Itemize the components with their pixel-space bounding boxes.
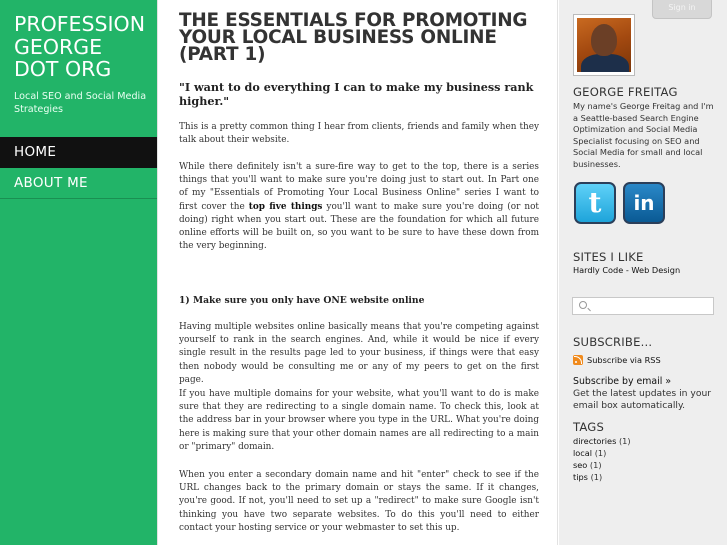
tag-count: (1) [618, 436, 631, 446]
linkedin-icon[interactable] [623, 182, 665, 224]
tag-item [573, 448, 606, 458]
post-text: While there definitely isn't a sure-fire way to get to the top, there is a series things that you'll want to make sure you're doing just to start out. In Part one of my "Essentials of Promoting Your Local Business Online" series I want to first cover the [179, 162, 539, 212]
tag-count: (1) [590, 472, 603, 482]
tags-heading: TAGS [573, 420, 605, 434]
site-tagline: Local SEO and Social Media Strategies [14, 91, 147, 115]
post-text: you'll want to make sure you're doing (or not doing) right when you start out. These are the foundation for which all future online efforts will be built on, so you want to be sure to have these down from the very beginning. [179, 201, 539, 252]
tag-link[interactable]: directories [573, 436, 617, 446]
post-title[interactable]: THE ESSENTIALS FOR PROMOTING YOUR LOCAL BUSINESS ONLINE (PART 1) [179, 10, 528, 65]
avatar-face [591, 24, 617, 56]
twitter-icon[interactable] [574, 182, 616, 224]
post-paragraph: This is a pretty common thing I hear from clients, friends and family when they talk about their website. [179, 122, 539, 146]
avatar-shirt [581, 54, 629, 72]
email-subscribe-description: Get the latest updates in your email box automatically. [573, 388, 712, 411]
tag-count: (1) [589, 460, 602, 470]
site-title[interactable]: PROFESSION GEORGE DOT ORG [14, 12, 146, 81]
post-text-bold: top five things [248, 201, 323, 212]
main-content [157, 0, 558, 545]
post-section-heading: 1) Make sure you only have ONE website online [179, 295, 425, 306]
tag-item [573, 436, 631, 446]
tag-link[interactable]: tips [573, 472, 588, 482]
signin-button[interactable]: Sign in [652, 0, 712, 19]
linkedin-glyph: in [633, 191, 655, 215]
tag-count: (1) [594, 448, 607, 458]
nav-home[interactable]: HOME [0, 137, 157, 168]
search-input[interactable] [572, 297, 714, 315]
author-name: GEORGE FREITAG [573, 85, 678, 99]
post-paragraph: When you enter a secondary domain name and hit "enter" check to see if the URL changes back to the primary domain or stays the same. If it changes, you're good. If not, you'll need to set up a "redirect" to make sure Google isn't thinking you have two separate websites. To do this you'll need to either contact your hosting service or your webmaster to set this up. [179, 470, 539, 533]
search-icon [579, 301, 587, 309]
email-subscribe-link[interactable]: Subscribe by email » [573, 376, 672, 387]
tag-link[interactable]: seo [573, 460, 588, 470]
post-paragraph: If you have multiple domains for your website, what you'll want to do is make sure that they are redirecting to a single domain name. To check this, look at the address bar in your browser where you type in the URL. What you're doing here is making sure that your other domain names are all redirecting to a main or "primary" domain. [179, 389, 539, 452]
post-quote: "I want to do everything I can to make my business rank higher." [179, 80, 534, 108]
right-sidebar [559, 0, 727, 545]
author-bio: My name's George Freitag and I'm a Seattle-based Search Engine Optimization and Social Media Specialist focusing on SEO and Social Media for small and local businesses. [573, 101, 714, 169]
avatar [573, 14, 635, 76]
rss-icon[interactable] [573, 355, 583, 365]
post-paragraph [179, 161, 539, 253]
rss-link[interactable]: Subscribe via RSS [587, 355, 661, 365]
sites-heading: SITES I LIKE [573, 250, 644, 264]
tag-item [573, 472, 602, 482]
avatar-photo [577, 18, 631, 72]
nav-divider [0, 198, 157, 199]
left-sidebar [0, 0, 157, 545]
sites-link[interactable]: Hardly Code - Web Design [573, 265, 681, 275]
nav-about-me[interactable]: ABOUT ME [0, 168, 157, 199]
tag-item [573, 460, 602, 470]
post-paragraph: Having multiple websites online basically means that you're competing against yourself to rank in the search engines. And, while it would be nice if every single result in the results page led to your business, if things were that easy then nobody would be consulting me or any of my peers to get on the first page. [179, 322, 539, 385]
twitter-glyph: t [588, 186, 602, 219]
subscribe-heading: SUBSCRIBE... [573, 335, 653, 349]
tag-link[interactable]: local [573, 448, 593, 458]
